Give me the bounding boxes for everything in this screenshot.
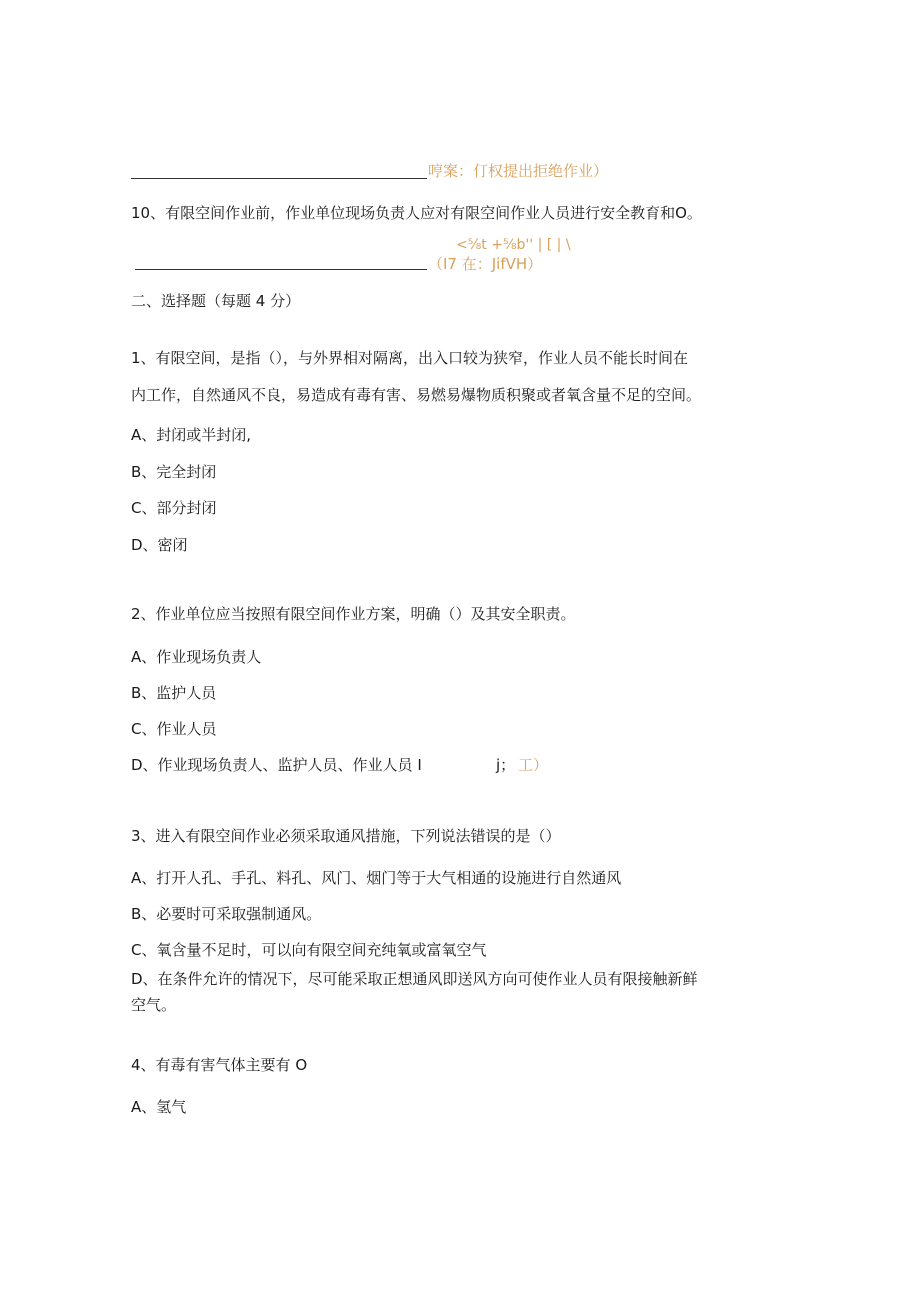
option-d-continued: 空气。 — [131, 996, 177, 1014]
question-stem: 2、作业单位应当按照有限空间作业方案，明确（）及其安全职责。 — [131, 605, 576, 623]
answer-blank-line — [131, 178, 427, 179]
question-stem: 3、进入有限空间作业必须采取通风措施，下列说法错误的是（） — [131, 827, 561, 845]
option-a: A、作业现场负责人 — [131, 648, 262, 666]
option-b: B、完全封闭 — [131, 463, 217, 481]
option-d: D、作业现场负责人、监护人员、作业人员 I — [131, 756, 422, 774]
q10-text: 10、有限空间作业前，作业单位现场负责人应对有限空间作业人员进行安全教育和O。 — [131, 204, 702, 222]
option-b: B、监护人员 — [131, 684, 217, 702]
question-stem: 4、有毒有害气体主要有 O — [131, 1056, 308, 1074]
q10-answer: （I7 在：JifVH） — [428, 255, 543, 273]
q10-answer-noise: <⅝t +⅝b'' | [ | \ — [456, 237, 571, 253]
option-d: D、密闭 — [131, 536, 188, 554]
option-b: B、必要时可采取强制通风。 — [131, 905, 322, 923]
option-a: A、封闭或半封闭, — [131, 426, 252, 444]
answer-fragment: 工） — [518, 756, 549, 774]
question-stem: 1、有限空间，是指（），与外界相对隔离，出入口较为狭窄，作业人员不能长时间在 — [131, 349, 689, 367]
question-stem: 内工作，自然通风不良，易造成有毒有害、易燃易爆物质积聚或者氧含量不足的空间。 — [131, 386, 702, 404]
option-c: C、部分封闭 — [131, 499, 217, 517]
section-title: 二、选择题（每题 4 分） — [131, 292, 301, 310]
option-a: A、打开人孔、手孔、料孔、风门、烟门等于大气相通的设施进行自然通风 — [131, 869, 622, 887]
option-c: C、作业人员 — [131, 720, 217, 738]
answer-blank-line — [135, 269, 427, 270]
option-c: C、氧含量不足时，可以向有限空间充纯氧或富氧空气 — [131, 941, 487, 959]
option-d: D、在条件允许的情况下，尽可能采取正想通风即送风方向可使作业人员有限接触新鲜 — [131, 970, 698, 988]
option-a: A、氢气 — [131, 1098, 187, 1116]
answer-fragment: j； — [496, 756, 516, 774]
q9-answer: 哼案：仃权提出拒绝作业） — [428, 162, 609, 180]
